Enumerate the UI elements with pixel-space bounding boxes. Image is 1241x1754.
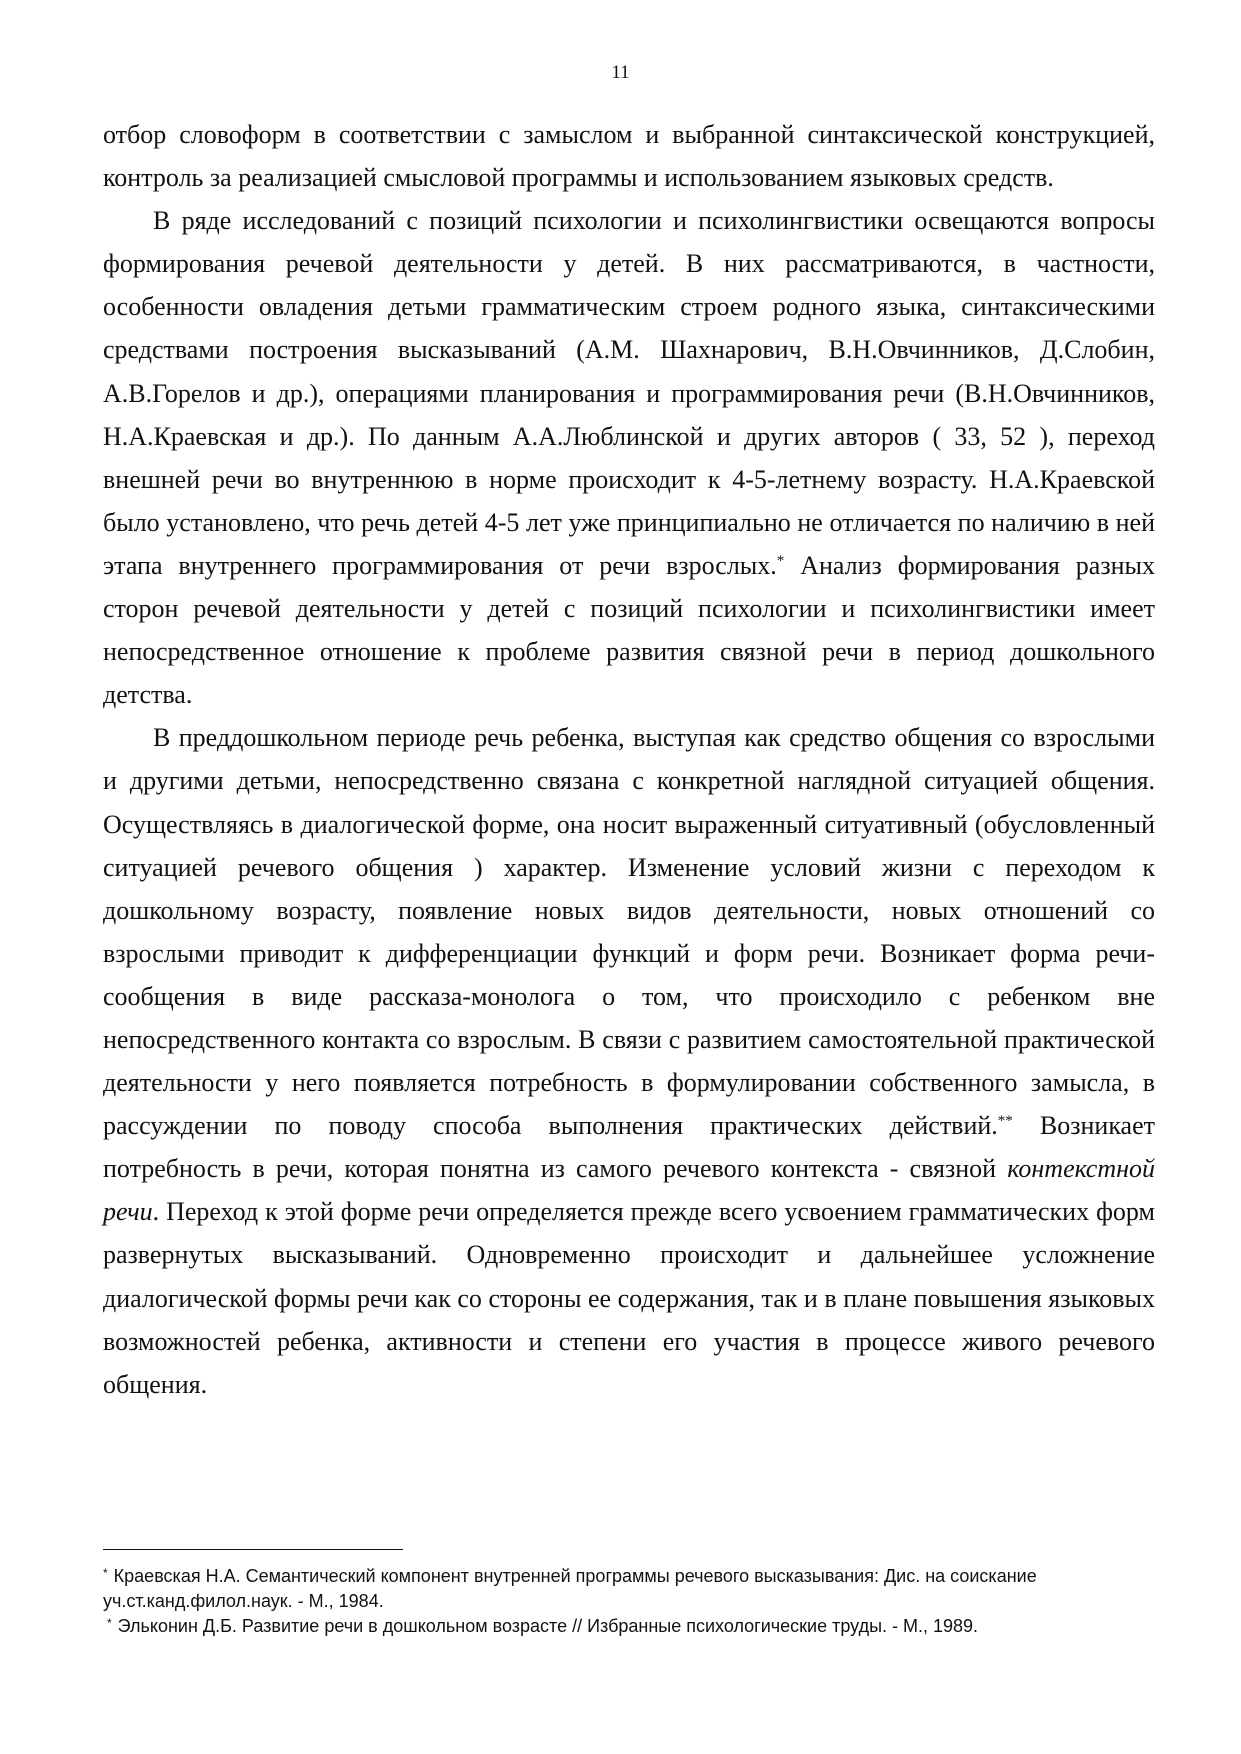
footnote-ref-2: ** bbox=[997, 1113, 1013, 1130]
footnote-1 bbox=[103, 1564, 1155, 1614]
paragraph-1: отбор словоформ в соответствии с замыслом и выбранной синтаксической конструкцией, контроль за реализацией смысловой программы и использованием языковых средств. bbox=[103, 120, 1155, 193]
paragraph-3-emphasis: контекстной речи bbox=[103, 1154, 1155, 1227]
paragraph-2 bbox=[103, 199, 1155, 716]
footnote-separator bbox=[103, 1549, 403, 1550]
paragraph-3 bbox=[103, 716, 1155, 1406]
footnote-2-text: Эльконин Д.Б. Развитие речи в дошкольном возрасте // Избранные психологические труды. - М., 1989. bbox=[117, 1616, 979, 1636]
footnotes bbox=[103, 1564, 1155, 1639]
paragraph-3-text-a: В преддошкольном периоде речь ребенка, выступая как средство общения со взрослыми и другими детьми, непосредственно связана с конкретной наглядной ситуацией общения. Осуществляясь в диалогической форме, она носит выраженный ситуативный (обусловленный ситуацией речевого общения ) характер. Изменение условий жизни с переходом к дошкольному возрасту, появление новых видов деятельности, новых отношений со взрослыми приводит к дифференциации функций и форм речи. Возникает форма речи-сообщения в виде рассказа-монолога о том, что происходило с ребенком вне непосредственного контакта со взрослым. В связи с развитием самостоятельной практической деятельности у него появляется потребность в формулировании собственного замысла, в рассуждении по поводу способа выполнения практических действий. bbox=[103, 723, 1155, 1141]
footnote-ref-1: * bbox=[776, 552, 785, 569]
footnote-1-mark: * bbox=[103, 1566, 108, 1580]
footnote-2-mark: * bbox=[107, 1616, 112, 1630]
paragraph-2-text-b: Анализ формирования разных сторон речевой деятельности у детей с позиций психологии и психолингвистики имеет непосредственное отношение к проблеме развития связной речи в период дошкольного детства. bbox=[103, 550, 1155, 710]
footnote-2 bbox=[103, 1614, 1155, 1639]
body-text bbox=[103, 113, 1155, 1406]
page-number: 11 bbox=[611, 62, 630, 83]
paragraph-3-text-c: . Переход к этой форме речи определяется прежде всего усвоением грамматических форм развернутых высказываний. Одновременно происходит и дальнейшее усложнение диалогической формы речи как со стороны ее содержания, так и в плане повышения языковых возможностей ребенка, активности и степени его участия в процессе живого речевого общения. bbox=[103, 1197, 1155, 1399]
paragraph-3-text-b: Возникает потребность в речи, которая понятна из самого речевого контекста - связной bbox=[103, 1111, 1155, 1184]
paragraph-2-text-a: В ряде исследований с позиций психологии и психолингвистики освещаются вопросы формирования речевой деятельности у детей. В них рассматриваются, в частности, особенности овладения детьми грамматическим строем родного языка, синтаксическими средствами построения высказываний (А.М. Шахнарович, В.Н.Овчинников, Д.Слобин, А.В.Горелов и др.), операциями планирования и программирования речи (В.Н.Овчинников, Н.А.Краевская и др.). По данным А.А.Люблинской и других авторов ( 33, 52 ), переход внешней речи во внутреннюю в норме происходит к 4-5-летнему возрасту. Н.А.Краевской было установлено, что речь детей 4-5 лет уже принципиально не отличается по наличию в ней этапа внутреннего программирования от речи взрослых. bbox=[103, 206, 1155, 580]
footnote-1-text: Краевская Н.А. Семантический компонент внутренней программы речевого высказывания: Дис. на соискание уч.ст.канд.филол.наук. - М., 1984. bbox=[103, 1566, 1037, 1611]
